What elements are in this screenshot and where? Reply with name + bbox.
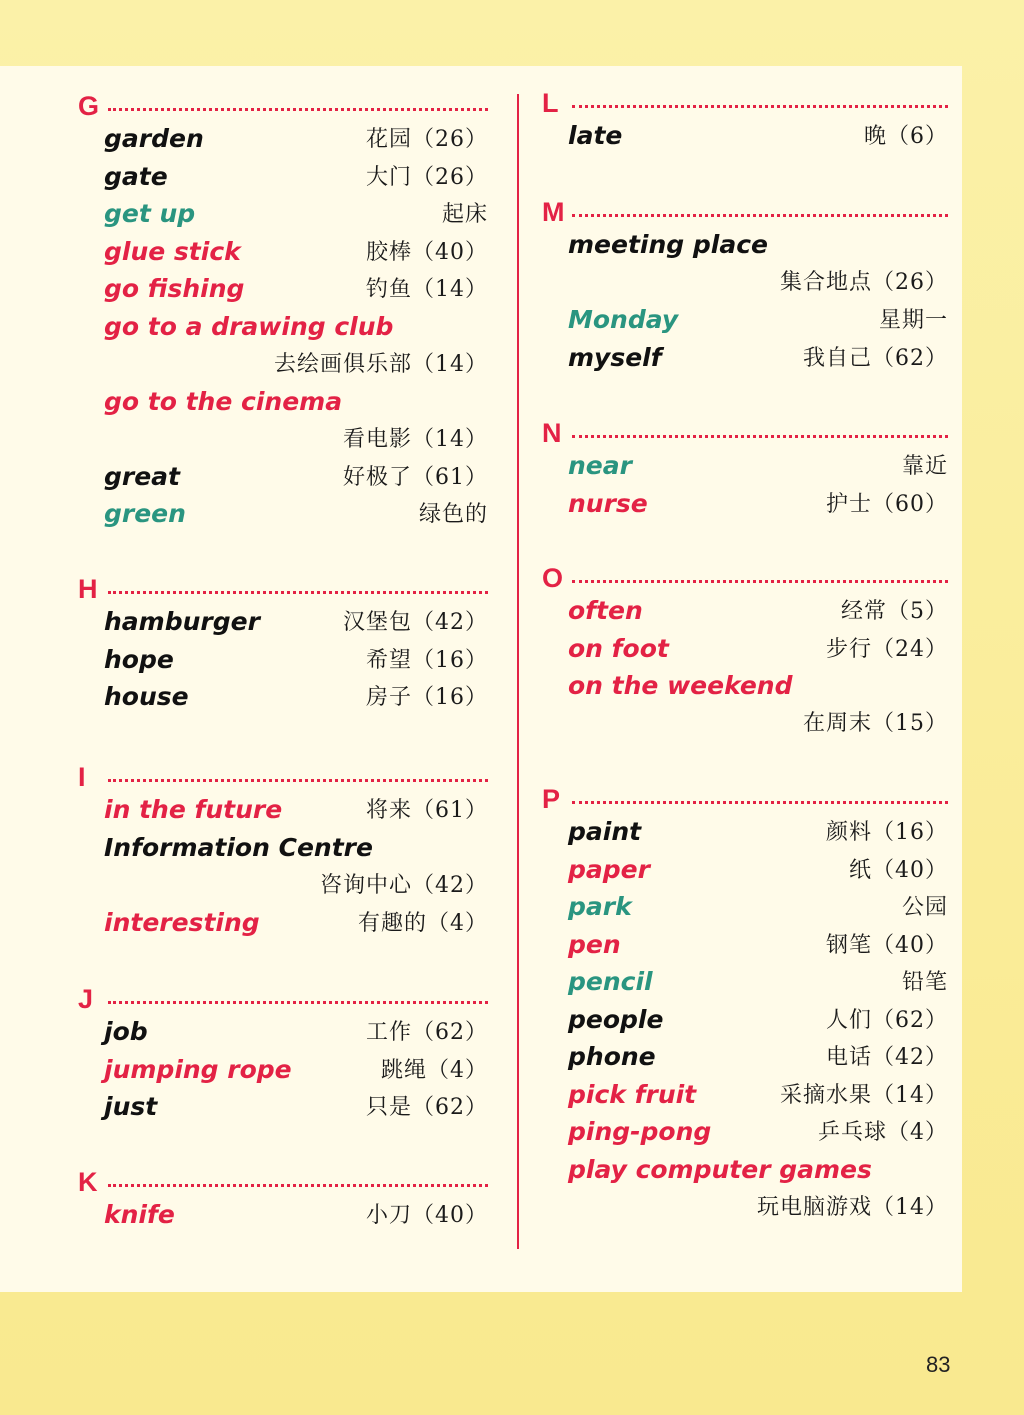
- section-l: [542, 88, 948, 155]
- entry-meaning: 电话（42）: [826, 1045, 948, 1070]
- glossary-entry: [78, 1196, 488, 1234]
- glossary-entry: [78, 495, 488, 533]
- entry-word: often: [568, 596, 643, 625]
- entry-meaning: 人们（62）: [826, 1007, 948, 1033]
- entry-meaning: 采摘水果（14）: [780, 1082, 948, 1108]
- glossary-entry: [78, 829, 488, 904]
- glossary-entry: [542, 963, 948, 1001]
- entry-word: just: [104, 1092, 158, 1121]
- glossary-entry: [78, 1013, 488, 1051]
- dotted-rule: [108, 108, 488, 111]
- section-header: [78, 574, 488, 604]
- entry-meaning: 颜料（16）: [826, 820, 948, 845]
- glossary-entry: [542, 592, 948, 630]
- entry-word: Information Centre: [104, 832, 373, 862]
- section-header: [78, 762, 488, 792]
- glossary-entry: [78, 678, 488, 716]
- entry-meaning: 纸（40）: [849, 857, 948, 883]
- glossary-entry: [542, 485, 948, 523]
- glossary-entry: [542, 888, 948, 926]
- section-header: [78, 984, 488, 1014]
- entry-word: great: [104, 461, 181, 491]
- dotted-rule: [572, 105, 948, 108]
- entry-meaning: 将来（61）: [366, 798, 488, 823]
- section-header: [78, 91, 488, 121]
- column-divider: [517, 94, 519, 1249]
- entry-word: gate: [104, 161, 168, 191]
- entry-word: hope: [104, 644, 174, 674]
- dotted-rule: [572, 801, 948, 804]
- entry-word: play computer games: [568, 1154, 872, 1184]
- glossary-entry: [78, 603, 488, 641]
- entry-meaning: 护士（60）: [826, 491, 948, 517]
- entry-word: paper: [568, 854, 650, 884]
- entry-word: paint: [568, 817, 642, 846]
- entry-meaning: 去绘画俱乐部（14）: [274, 351, 488, 377]
- glossary-entry: [542, 1076, 948, 1114]
- glossary-entry: [542, 301, 948, 339]
- section-o: [542, 563, 948, 742]
- entry-meaning: 花园（26）: [366, 127, 488, 152]
- entry-word: meeting place: [568, 230, 768, 259]
- section-letter: L: [542, 88, 559, 118]
- dotted-rule: [572, 435, 948, 438]
- entry-meaning: 星期一: [878, 308, 948, 333]
- glossary-entry: [542, 1151, 948, 1226]
- entry-meaning: 有趣的（4）: [358, 910, 488, 936]
- entry-meaning: 胶棒（40）: [366, 239, 488, 265]
- entry-meaning: 工作（62）: [366, 1020, 488, 1045]
- section-i: [78, 762, 488, 941]
- entry-meaning: 我自己（62）: [803, 345, 948, 371]
- glossary-entry: [542, 1038, 948, 1076]
- glossary-entry: [78, 791, 488, 829]
- entry-meaning: 铅笔: [901, 970, 948, 995]
- entry-meaning: 小刀（40）: [366, 1203, 488, 1228]
- section-letter: P: [542, 784, 561, 814]
- section-h: [78, 574, 488, 716]
- entry-word: nurse: [568, 488, 648, 518]
- glossary-entry: [542, 1113, 948, 1151]
- entry-word: knife: [104, 1200, 175, 1229]
- section-letter: K: [78, 1167, 98, 1197]
- entry-meaning: 房子（16）: [366, 685, 488, 710]
- entry-meaning: 起床: [441, 202, 488, 227]
- section-m: [542, 197, 948, 376]
- entry-word: people: [568, 1004, 664, 1034]
- entry-meaning: 钢笔（40）: [826, 932, 948, 958]
- entry-meaning: 跳绳（4）: [381, 1057, 488, 1083]
- entry-word: green: [104, 499, 186, 528]
- glossary-entry: [542, 226, 948, 301]
- dotted-rule: [108, 779, 488, 782]
- glossary-entry: [78, 904, 488, 942]
- entry-word: phone: [568, 1042, 656, 1071]
- glossary-entry: [78, 641, 488, 679]
- entry-word: job: [104, 1017, 148, 1046]
- entry-meaning: 晚（6）: [864, 124, 948, 149]
- entry-word: pick fruit: [568, 1079, 697, 1109]
- section-letter: J: [78, 984, 94, 1014]
- entry-word: park: [568, 892, 632, 921]
- entry-meaning: 汉堡包（42）: [343, 610, 488, 635]
- entry-meaning: 在周末（15）: [803, 711, 948, 736]
- entry-meaning: 步行（24）: [826, 636, 948, 662]
- entry-word: Monday: [568, 305, 679, 334]
- glossary-entry: [542, 813, 948, 851]
- entry-word: myself: [568, 342, 662, 372]
- glossary-entry: [542, 339, 948, 377]
- glossary-entry: [78, 195, 488, 233]
- dotted-rule: [108, 591, 488, 594]
- entry-word: get up: [104, 199, 196, 228]
- entry-word: near: [568, 451, 632, 480]
- entry-word: on foot: [568, 633, 669, 663]
- glossary-entry: [78, 270, 488, 308]
- entry-word: jumping rope: [104, 1054, 292, 1084]
- glossary-entry: [542, 117, 948, 155]
- entry-word: house: [104, 682, 189, 711]
- glossary-entry: [78, 120, 488, 158]
- section-header: [542, 563, 948, 593]
- entry-word: garden: [104, 124, 204, 153]
- dotted-rule: [108, 1184, 488, 1187]
- section-k: [78, 1167, 488, 1234]
- entry-meaning: 只是（62）: [366, 1095, 488, 1120]
- dotted-rule: [572, 214, 948, 217]
- entry-meaning: 钓鱼（14）: [366, 277, 488, 302]
- section-letter: O: [542, 563, 564, 593]
- entry-meaning: 大门（26）: [366, 164, 488, 190]
- glossary-entry: [542, 667, 948, 742]
- entry-word: interesting: [104, 907, 260, 937]
- entry-meaning: 绿色的: [418, 502, 488, 527]
- dotted-rule: [572, 580, 948, 583]
- entry-meaning: 咨询中心（42）: [320, 872, 488, 898]
- section-header: [542, 88, 948, 118]
- page-number: 83: [926, 1352, 951, 1377]
- entry-meaning: 靠近: [901, 454, 948, 479]
- section-n: [542, 418, 948, 522]
- dotted-rule: [108, 1001, 488, 1004]
- entry-word: on the weekend: [568, 671, 793, 700]
- glossary-entry: [542, 851, 948, 889]
- entry-meaning: 集合地点（26）: [780, 270, 948, 295]
- glossary-entry: [78, 383, 488, 458]
- glossary-entry: [78, 458, 488, 496]
- entry-meaning: 玩电脑游戏（14）: [757, 1194, 948, 1220]
- entry-meaning: 乒乓球（4）: [818, 1120, 948, 1145]
- section-header: [78, 1167, 488, 1197]
- entry-word: pencil: [568, 967, 653, 996]
- entry-meaning: 公园: [901, 895, 948, 920]
- section-header: [542, 784, 948, 814]
- entry-word: in the future: [104, 795, 283, 824]
- glossary-entry: [78, 1088, 488, 1126]
- entry-word: go to a drawing club: [104, 311, 394, 341]
- glossary-entry: [542, 1001, 948, 1039]
- glossary-entry: [78, 233, 488, 271]
- entry-meaning: 好极了（61）: [343, 464, 488, 490]
- glossary-entry: [542, 630, 948, 668]
- section-letter: H: [78, 574, 98, 604]
- section-letter: M: [542, 197, 565, 227]
- entry-word: ping-pong: [568, 1117, 712, 1146]
- entry-meaning: 经常（5）: [841, 599, 948, 624]
- section-p: [542, 784, 948, 1226]
- glossary-panel: [0, 66, 962, 1292]
- glossary-entry: [78, 158, 488, 196]
- section-letter: I: [78, 762, 86, 792]
- glossary-entry: [78, 308, 488, 383]
- entry-word: go fishing: [104, 274, 245, 303]
- section-g: [78, 91, 488, 533]
- entry-meaning: 看电影（14）: [343, 426, 488, 452]
- entry-meaning: 希望（16）: [366, 647, 488, 673]
- section-j: [78, 984, 488, 1126]
- section-header: [542, 418, 948, 448]
- glossary-entry: [542, 447, 948, 485]
- section-header: [542, 197, 948, 227]
- glossary-entry: [78, 1051, 488, 1089]
- entry-word: pen: [568, 929, 621, 959]
- entry-word: late: [568, 121, 623, 150]
- glossary-entry: [542, 926, 948, 964]
- section-letter: G: [78, 91, 100, 121]
- entry-word: go to the cinema: [104, 386, 343, 416]
- entry-word: hamburger: [104, 607, 260, 636]
- entry-word: glue stick: [104, 236, 241, 266]
- section-letter: N: [542, 418, 562, 448]
